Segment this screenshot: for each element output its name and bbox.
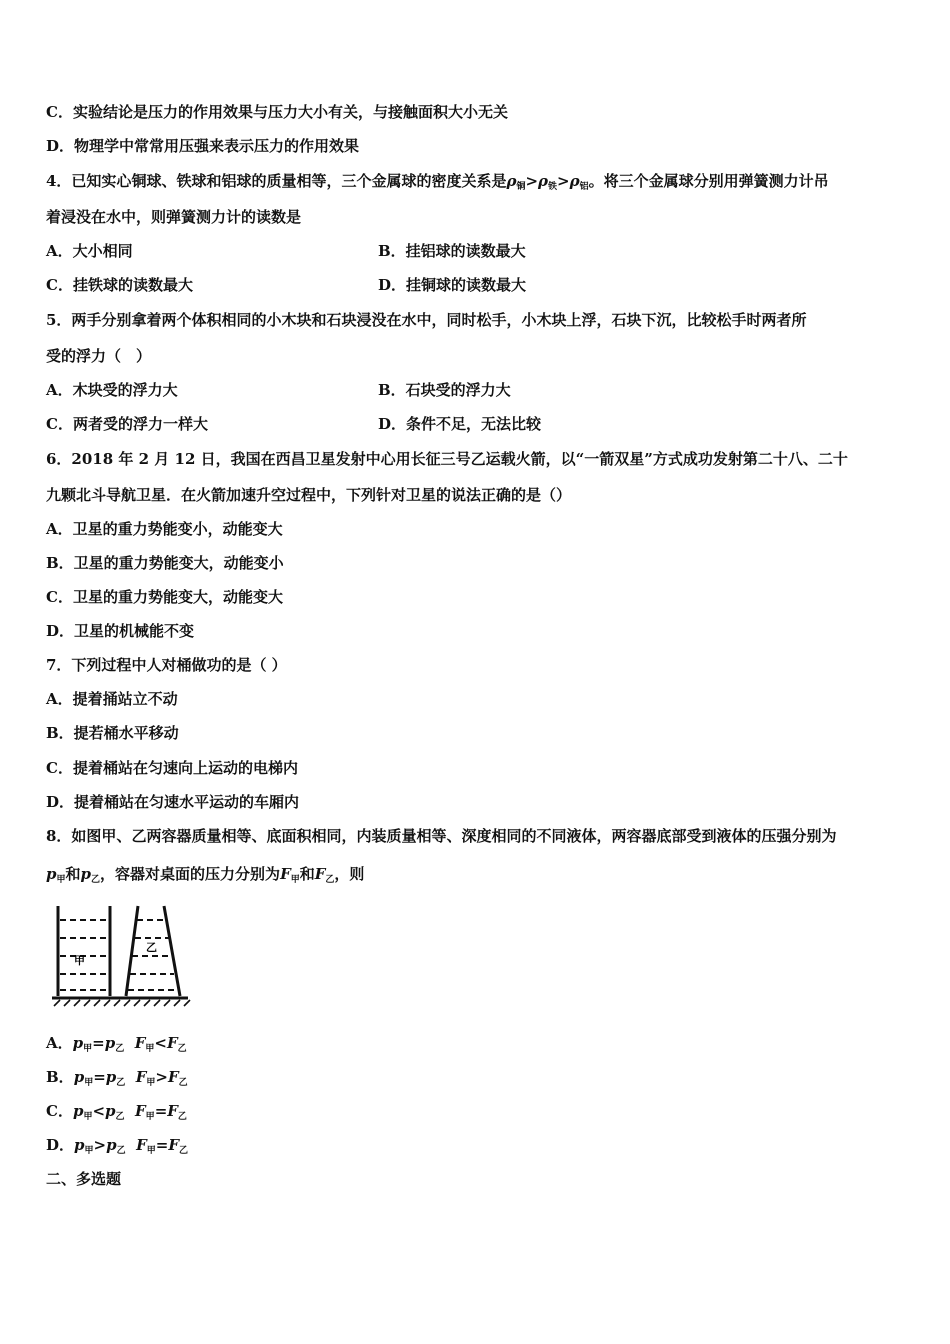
q7-stem: 7．下列过程中人对桶做功的是（ ） [46,656,287,674]
q4-option-c: C．挂铁球的读数最大 [46,276,193,294]
label-jia: 甲 [74,954,85,967]
q5-stem-line1: 5．两手分别拿着两个体积相同的小木块和石块浸没在水中，同时松手，小木块上浮，石块下沉，比较松手时两者所 [46,311,807,329]
q6-stem-line1: 6．2018 年 2 月 12 日，我国在西昌卫星发射中心用长征三号乙运载火箭，以“一箭双星”方式成功发射第二十八、二十 [46,450,848,468]
q5-stem-line2: 受的浮力（ ） [46,347,152,365]
q4-stem-line2: 着浸没在水中，则弹簧测力计的读数是 [46,208,302,226]
q4-option-a: A．大小相同 [46,242,133,260]
q7-option-a: A．提着捅站立不动 [46,690,178,708]
q5-option-a: A．木块受的浮力大 [46,381,178,399]
q5-option-c: C．两者受的浮力一样大 [46,415,208,433]
q8-stem-line1: 8．如图甲、乙两容器质量相等、底面积相同，内装质量相等、深度相同的不同液体，两容器底部受到液体的压强分别为 [46,827,837,845]
q4-option-b: B．挂铝球的读数最大 [378,242,526,260]
q8-stem-line2: $p_甲$和$p_乙$，容器对桌面的压力分别为$F_甲$和$F_乙$，则 [46,865,365,885]
q7-option-c: C．提着桶站在匀速向上运动的电梯内 [46,759,298,777]
tabletop-hatching [54,1000,190,1006]
q6-stem-line2: 九颗北斗导航卫星．在火箭加速升空过程中，下列针对卫星的说法正确的是（） [46,486,572,504]
q3-option-d: D．物理学中常常用压强来表示压力的作用效果 [46,137,360,155]
q8-option-d: D．$p_甲>p_乙$ $F_甲=F_乙$ [46,1136,188,1156]
q4-option-d: D．挂铜球的读数最大 [378,276,527,294]
q3-option-c: C．实验结论是压力的作用效果与压力大小有关，与接触面积大小无关 [46,103,508,121]
section-heading: 二、多选题 [46,1170,122,1188]
label-yi: 乙 [146,941,157,954]
containers-figure [46,898,192,1008]
q8-option-c: C．$p_甲<p_乙$ $F_甲=F_乙$ [46,1102,187,1122]
q7-option-d: D．提着桶站在匀速水平运动的车厢内 [46,793,300,811]
q6-option-b: B．卫星的重力势能变大，动能变小 [46,554,284,572]
q8-option-a: A．$p_甲=p_乙$ $F_甲<F_乙$ [46,1034,187,1054]
q7-option-b: B．提若桶水平移动 [46,724,179,742]
q6-option-d: D．卫星的机械能不变 [46,622,195,640]
q5-option-b: B．石块受的浮力大 [378,381,511,399]
q8-option-b: B．$p_甲=p_乙$ $F_甲>F_乙$ [46,1068,188,1088]
q5-option-d: D．条件不足，无法比较 [378,415,542,433]
q4-stem-line1: 4．已知实心铜球、铁球和铝球的质量相等，三个金属球的密度关系是$\rho_铜>\rho_铁>\rho_铝$。将三个金属球分别用弹簧测力计吊 [46,172,829,192]
q6-option-a: A．卫星的重力势能变小，动能变大 [46,520,283,538]
q6-option-c: C．卫星的重力势能变大，动能变大 [46,588,283,606]
